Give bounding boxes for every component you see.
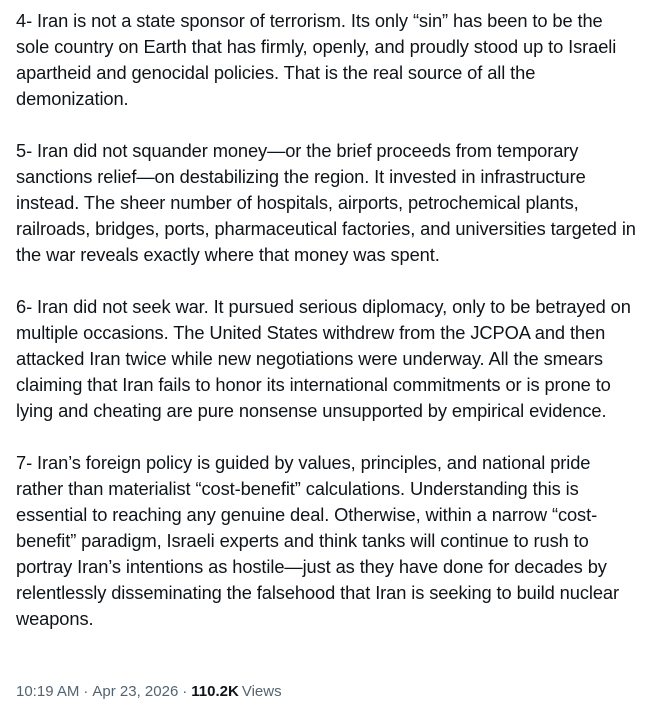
views-count: 110.2K [191,683,239,700]
tweet-paragraph-4: 4- Iran is not a state sponsor of terrorism. Its only “sin” has been to be the sole country on Earth that has firmly, openly, and proudly stood up to Israeli apartheid and genocidal policies. That is the real source of all the demonization. [16,10,617,109]
tweet-metadata [16,682,282,702]
separator-dot: · [83,683,89,700]
tweet-date: Apr 23, 2026 [92,683,179,700]
tweet-paragraph-6: 6- Iran did not seek war. It pursued serious diplomacy, only to be betrayed on multiple occasions. The United States withdrew from the JCPOA and then attacked Iran twice while new negotiations were underway. All the smears claiming that Iran fails to honor its international commitments or is prone to lying and cheating are pure nonsense unsupported by empirical evidence. [16,296,631,421]
tweet-time: 10:19 AM [16,683,80,700]
tweet-timestamp[interactable] [16,683,178,700]
tweet-paragraph-7: 7- Iran’s foreign policy is guided by values, principles, and national pride rather than materialist “cost-benefit” calculations. Understanding this is essential to reaching any genuine deal. Otherwise, within a narrow “cost-benefit” paradigm, Israeli experts and think tanks will continue to rush to portray Iran’s intentions as hostile—just as they have done for decades by relentlessly disseminating the falsehood that Iran is seeking to build nuclear weapons. [16,452,619,629]
tweet-text [16,8,640,658]
tweet-paragraph-5: 5- Iran did not squander money—or the brief proceeds from temporary sanctions relief—on destabilizing the region. It invested in infrastructure instead. The sheer number of hospitals, airports, petrochemical plants, railroads, bridges, ports, pharmaceutical factories, and universities targeted in the war reveals exactly where that money was spent. [16,140,636,265]
views-label: Views [241,683,282,700]
views-link[interactable] [191,683,281,700]
separator-dot: · [182,683,188,700]
